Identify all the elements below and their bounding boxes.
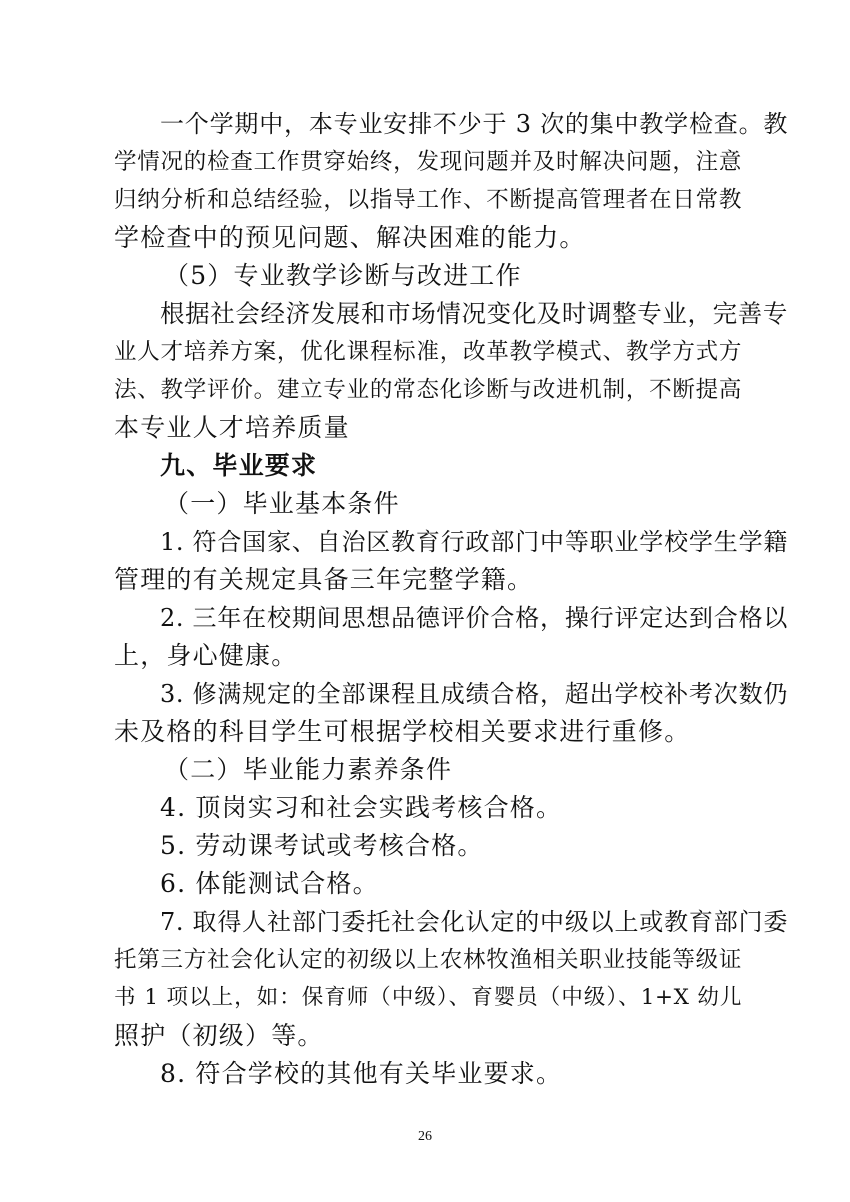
list-item-line: 6. 体能测试合格。 (160, 869, 379, 898)
paragraph-line: 本专业人才培养质量 (114, 413, 350, 442)
paragraph-line: 业人才培养方案，优化课程标准，改革教学模式、教学方式方 (114, 339, 742, 365)
list-item-line: 托第三方社会化认定的初级以上农林牧渔相关职业技能等级证 (114, 947, 742, 973)
section-heading: 九、毕业要求 (160, 451, 318, 480)
paragraph-line: 学检查中的预见问题、解决困难的能力。 (114, 223, 586, 252)
paragraph-line: 一个学期中，本专业安排不少于 3 次的集中教学检查。教 (160, 110, 788, 138)
list-item-line: 2. 三年在校期间思想品德评价合格，操行评定达到合格以 (160, 604, 788, 632)
list-item-line: 未及格的科目学生可根据学校相关要求进行重修。 (114, 717, 691, 746)
list-item-line: 3. 修满规定的全部课程且成绩合格，超出学校补考次数仍 (160, 680, 788, 708)
subsection-heading: （一）毕业基本条件 (164, 489, 400, 518)
list-item-line: 1. 符合国家、自治区教育行政部门中等职业学校学生学籍 (160, 528, 788, 556)
list-item-line: 书 1 项以上，如：保育师（中级）、育婴员（中级）、1+X 幼儿 (114, 985, 742, 1010)
paragraph-line: 根据社会经济发展和市场情况变化及时调整专业，完善专 (160, 299, 788, 328)
list-item-line: 管理的有关规定具备三年完整学籍。 (114, 565, 534, 594)
list-item-line: 照护（初级）等。 (114, 1021, 324, 1050)
paragraph-line: 学情况的检查工作贯穿始终，发现问题并及时解决问题，注意 (114, 149, 742, 175)
page-number: 26 (418, 1129, 432, 1144)
list-item-line: 8. 符合学校的其他有关毕业要求。 (160, 1059, 563, 1088)
list-item-line: 5. 劳动课考试或考核合格。 (160, 831, 484, 860)
subsection-heading: （5）专业教学诊断与改进工作 (164, 261, 522, 290)
list-item-line: 上，身心健康。 (114, 641, 298, 670)
paragraph-line: 归纳分析和总结经验，以指导工作、不断提高管理者在日常教 (114, 187, 742, 213)
list-item-line: 7. 取得人社部门委托社会化认定的中级以上或教育部门委 (160, 908, 788, 936)
paragraph-line: 法、教学评价。建立专业的常态化诊断与改进机制，不断提高 (114, 377, 742, 403)
subsection-heading: （二）毕业能力素养条件 (164, 755, 453, 784)
list-item-line: 4. 顶岗实习和社会实践考核合格。 (160, 793, 563, 822)
